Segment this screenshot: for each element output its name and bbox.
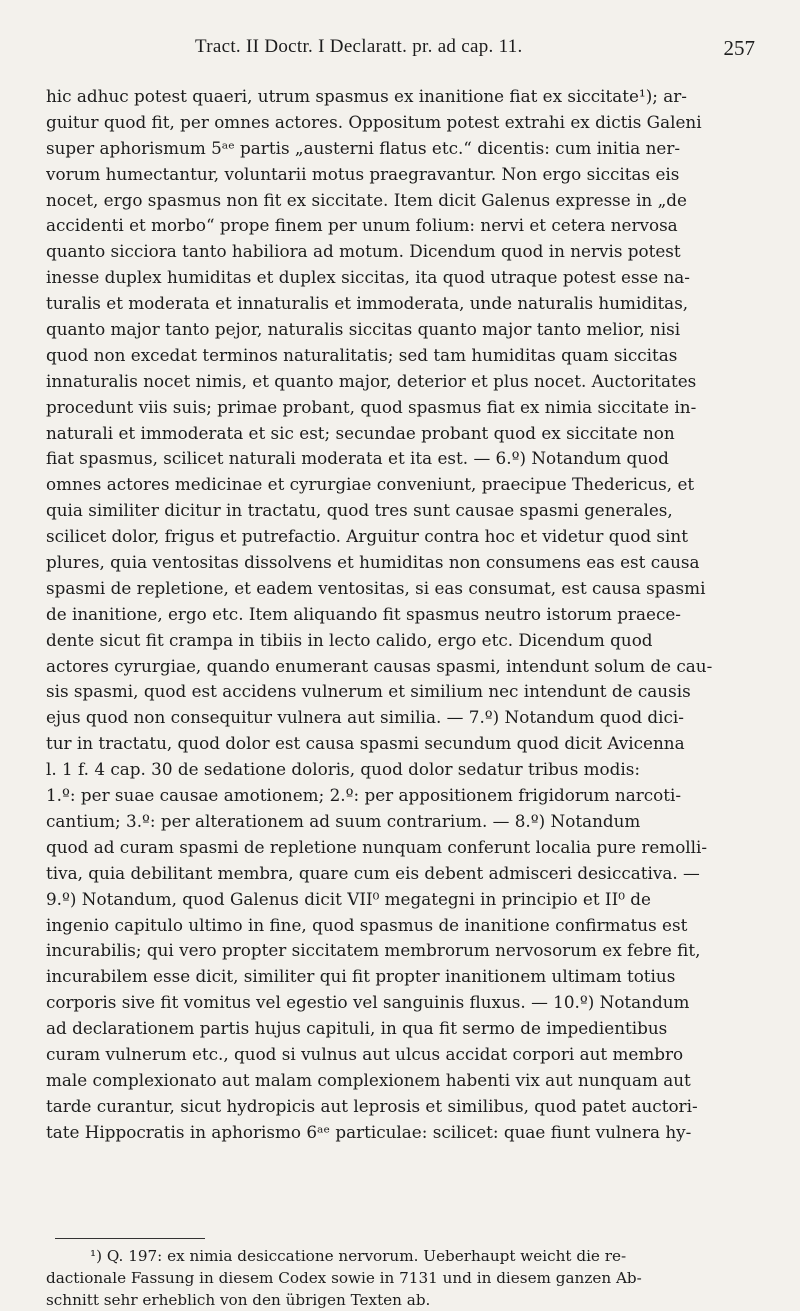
text-line: fiat spasmus, scilicet naturali moderata et ita est. — 6.º) Notandum quod [46, 448, 669, 469]
main-text [46, 84, 758, 1146]
text-line: dente sicut fit crampa in tibiis in lecto calido, ergo etc. Dicendum quod [46, 629, 653, 650]
footnote-line: schnitt sehr erheblich von den übrigen Texten ab. [46, 1291, 431, 1309]
footnote-divider [55, 1238, 205, 1239]
text-line: quia similiter dicitur in tractatu, quod tres sunt causae spasmi generales, [46, 500, 673, 521]
text-line: 9.º) Notandum, quod Galenus dicit VII⁰ megategni in principio et II⁰ de [46, 888, 651, 909]
page-number: 257 [723, 36, 755, 60]
text-line: incurabilis; qui vero propter siccitatem membrorum nervosorum ex febre fit, [46, 940, 701, 961]
text-line: cantium; 3.º: per alterationem ad suum contrarium. — 8.º) Notandum [46, 810, 641, 831]
text-line: actores cyrurgiae, quando enumerant causas spasmi, intendunt solum de cau- [46, 655, 713, 676]
text-line: male complexionato aut malam complexionem habenti vix aut nunquam aut [46, 1069, 691, 1090]
text-line: de inanitione, ergo etc. Item aliquando fit spasmus neutro istorum praece- [46, 603, 681, 624]
text-line: inesse duplex humiditas et duplex siccitas, ita quod utraque potest esse na- [46, 267, 690, 288]
text-line: vorum humectantur, voluntarii motus praegravantur. Non ergo siccitas eis [46, 163, 680, 184]
text-line: tiva, quia debilitant membra, quare cum eis debent admisceri desiccativa. — [46, 862, 700, 883]
text-line: accidenti et morbo“ prope finem per unum folium: nervi et cetera nervosa [46, 215, 678, 236]
text-line: sis spasmi, quod est accidens vulnerum et similium nec intendunt de causis [46, 681, 691, 702]
text-line: quod non excedat terminos naturalitatis; sed tam humiditas quam siccitas [46, 344, 678, 365]
running-header [55, 30, 755, 64]
text-line: quod ad curam spasmi de repletione nunquam conferunt localia pure remolli- [46, 836, 708, 857]
text-line: ad declarationem partis hujus capituli, in qua fit sermo de impedientibus [46, 1018, 668, 1039]
text-line: spasmi de repletione, et eadem ventositas, si eas consumat, est causa spasmi [46, 577, 706, 598]
text-line: curam vulnerum etc., quod si vulnus aut ulcus accidat corpori aut membro [46, 1043, 684, 1064]
text-line: quanto major tanto pejor, naturalis siccitas quanto major tanto melior, nisi [46, 319, 681, 340]
text-line: tate Hippocratis in aphorismo 6ᵃᵉ particulae: scilicet: quae fiunt vulnera hy- [46, 1121, 692, 1142]
text-line: nocet, ergo spasmus non fit ex siccitate. Item dicit Galenus expresse in „de [46, 189, 687, 210]
text-line: incurabilem esse dicit, similiter qui fit propter inanitionem ultimam totius [46, 966, 676, 987]
text-line: 1.º: per suae causae amotionem; 2.º: per appositionem frigidorum narcoti- [46, 785, 682, 806]
running-head-title: Tract. II Doctr. I Declaratt. pr. ad cap. 11. [195, 36, 523, 57]
text-line: l. 1 f. 4 cap. 30 de sedatione doloris, quod dolor sedatur tribus modis: [46, 759, 641, 780]
text-line: tur in tractatu, quod dolor est causa spasmi secundum quod dicit Avicenna [46, 733, 685, 754]
text-line: tarde curantur, sicut hydropicis aut leprosis et similibus, quod patet auctori- [46, 1095, 698, 1116]
footnotes [46, 1245, 758, 1311]
text-line: guitur quod fit, per omnes actores. Oppositum potest extrahi ex dictis Galeni [46, 111, 702, 132]
text-line: ingenio capitulo ultimo in fine, quod spasmus de inanitione confirmatus est [46, 914, 688, 935]
text-line: plures, quia ventositas dissolvens et humiditas non consumens eas est causa [46, 552, 700, 573]
text-line: super aphorismum 5ᵃᵉ partis „austerni flatus etc.“ dicentis: cum initia ner- [46, 137, 681, 158]
text-line: procedunt viis suis; primae probant, quod spasmus fiat ex nimia siccitate in- [46, 396, 697, 417]
text-line: omnes actores medicinae et cyrurgiae conveniunt, praecipue Thedericus, et [46, 474, 695, 495]
text-line: quanto sicciora tanto habiliora ad motum. Dicendum quod in nervis potest [46, 241, 681, 262]
text-line: innaturalis nocet nimis, et quanto major, deterior et plus nocet. Auctoritates [46, 370, 697, 391]
footnote-line: dactionale Fassung in diesem Codex sowie in 7131 und in diesem ganzen Ab- [46, 1269, 642, 1287]
text-line: ejus quod non consequitur vulnera aut similia. — 7.º) Notandum quod dici- [46, 707, 684, 728]
text-line: naturali et immoderata et sic est; secundae probant quod ex siccitate non [46, 422, 675, 443]
footnote-line: ¹) Q. 197: ex nimia desiccatione nervorum. Ueberhaupt weicht die re- [90, 1247, 627, 1265]
text-line: turalis et moderata et innaturalis et immoderata, unde naturalis humiditas, [46, 293, 689, 314]
text-line: scilicet dolor, frigus et putrefactio. Arguitur contra hoc et videtur quod sint [46, 526, 688, 547]
text-line: corporis sive fit vomitus vel egestio vel sanguinis fluxus. — 10.º) Notandum [46, 992, 690, 1013]
text-line: hic adhuc potest quaeri, utrum spasmus ex inanitione fiat ex siccitate¹); ar- [46, 86, 687, 106]
